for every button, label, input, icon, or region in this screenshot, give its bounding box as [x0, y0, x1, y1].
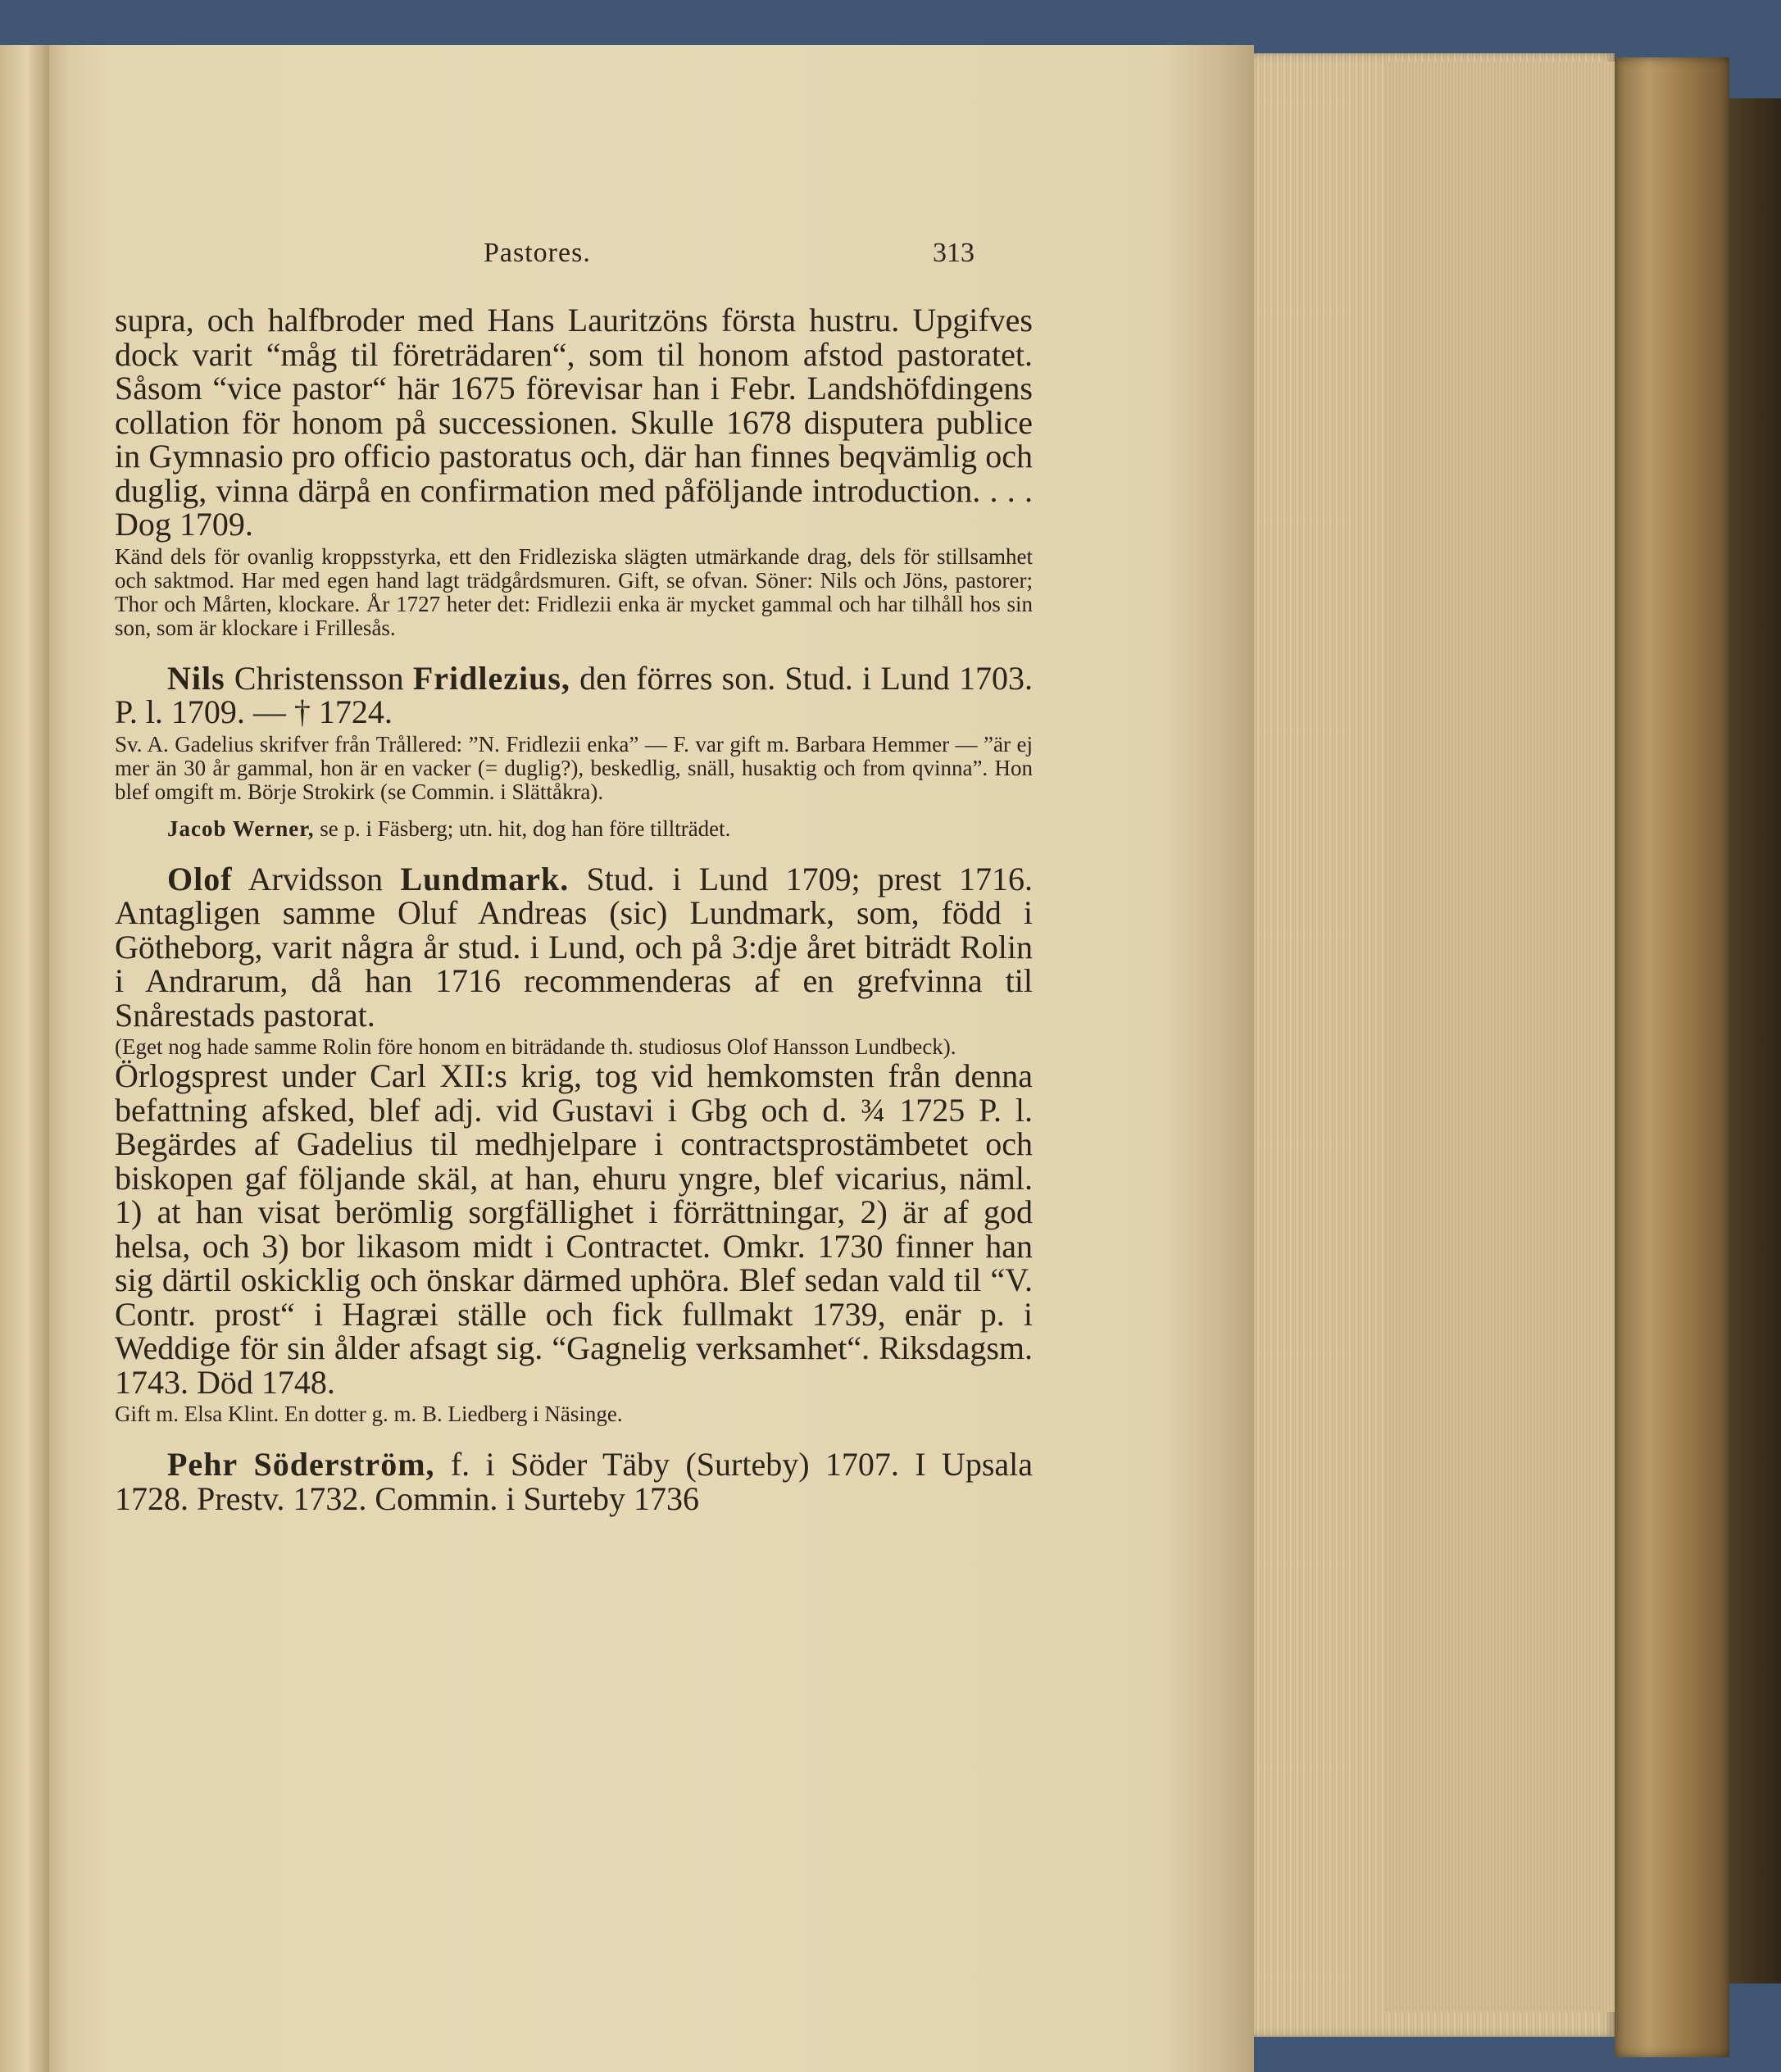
- entry-surname: Fridlezius,: [412, 659, 570, 697]
- note-fridlezius-father: Känd dels för ovanlig kroppsstyrka, ett den Fridleziska slägten utmärkande drag, dels för stillsamhet och saktmod. Har med egen hand lagt trädgårdsmuren. Gift, se ofvan. Söner: Nils och Jöns, pastorer; Thor och Mårten, klockare. År 1727 heter det: Fridlezii enka är mycket gammal och har tilhåll hos sin son, som är klockare i Frillesås.: [115, 543, 1033, 640]
- entry-surname: Lundmark.: [400, 860, 570, 897]
- entry-pehr-soderstrom: Pehr Söderström, f. i Söder Täby (Surteby) 1707. I Upsala 1728. Prestv. 1732. Commin. i Surteby 1736: [115, 1446, 1034, 1517]
- entry-olof-lundmark: Olof Arvidsson Lundmark. Stud. i Lund 1709; prest 1716. Antagligen samme Oluf Andreas (sic) Lundmark, som, född i Götheborg, varit några år stud. i Lund, och på 3:dje året biträdt Rolin i Andrarum, då han 1716 recommenderas af en grefvinna til Snårestads pastorat.: [115, 860, 1033, 1034]
- body-text: [115, 303, 1033, 1515]
- note-lundmark-marriage: Gift m. Elsa Klint. En dotter g. m. B. Liedberg i Näsinge.: [115, 1402, 623, 1426]
- entry-jacob-werner: Jacob Werner, se p. i Fäsberg; utn. hit, dog han före tillträdet.: [167, 816, 731, 841]
- paragraph-continuation: supra, och halfbroder med Hans Lauritzöns första hustru. Upgifves dock varit “måg til företrädaren“, som til honom afstod pastoratet. Såsom “vice pastor“ här 1675 förevisar han i Febr. Landshöfdingens collation för honom på successionen. Skulle 1678 disputera publice in Gymnasio pro officio pastoratus och, där han finnes beqvämlig och duglig, vinna därpå en confirmation med påföljande introduction. . . . Dog 1709.: [115, 302, 1033, 543]
- fore-edge: [1385, 61, 1623, 2012]
- entry-lead-name: Nils: [167, 659, 225, 697]
- entry-nils-fridlezius: Nils Christensson Fridlezius, den förres son. Stud. i Lund 1703. P. l. 1709. — † 1724.: [115, 659, 1033, 730]
- book-spine: [1729, 98, 1781, 1983]
- note-lundbeck: (Eget nog hade samme Rolin före honom en biträdande th. studiosus Olof Hansson Lundbeck).: [115, 1034, 956, 1059]
- facing-page-edge: [0, 45, 49, 2072]
- note-nils-fridlezius: Sv. A. Gadelius skrifver från Trållered: ”N. Fridlezii enka” — F. var gift m. Barbara Hemmer — ”är ej mer än 30 år gammal, hon är en vacker (= duglig?), beskedlig, snäll, husaktig och from qvinna”. Hon blef omgift m. Börje Strokirk (se Commin. i Slättåkra).: [115, 731, 1033, 804]
- entry-surname: Jacob Werner,: [167, 816, 315, 841]
- running-head: Pastores.: [484, 238, 591, 268]
- book-cover: [1615, 57, 1729, 2057]
- entry-surname: Söderström,: [253, 1446, 435, 1483]
- page-number: 313: [933, 238, 975, 268]
- book-page: [49, 45, 1254, 2072]
- paragraph-lundmark-career: Örlogsprest under Carl XII:s krig, tog vid hemkomsten från denna befattning afsked, blef adj. vid Gustavi i Gbg och d. ¾ 1725 P. l. Begärdes af Gadelius til medhjelpare i contractsprostämbetet och biskopen gaf följande skäl, at han, ehuru yngre, blef vicarius, näml. 1) at han visat berömlig sorgfällighet i förrättningar, 2) är af god helsa, och 3) bor likasom midt i Contractet. Omkr. 1730 finner han sig därtil oskicklig och önskar därmed uphöra. Blef sedan vald til “V. Contr. prost“ i Hagræi ställe och fick fullmakt 1739, enär p. i Weddige för sin ålder afsagt sig. “Gagnelig verksamhet“. Riksdagsm. 1743. Död 1748.: [115, 1057, 1033, 1401]
- page-header: [49, 238, 1254, 279]
- entry-lead-name: Olof: [167, 860, 233, 897]
- entry-lead-name: Pehr: [167, 1446, 239, 1483]
